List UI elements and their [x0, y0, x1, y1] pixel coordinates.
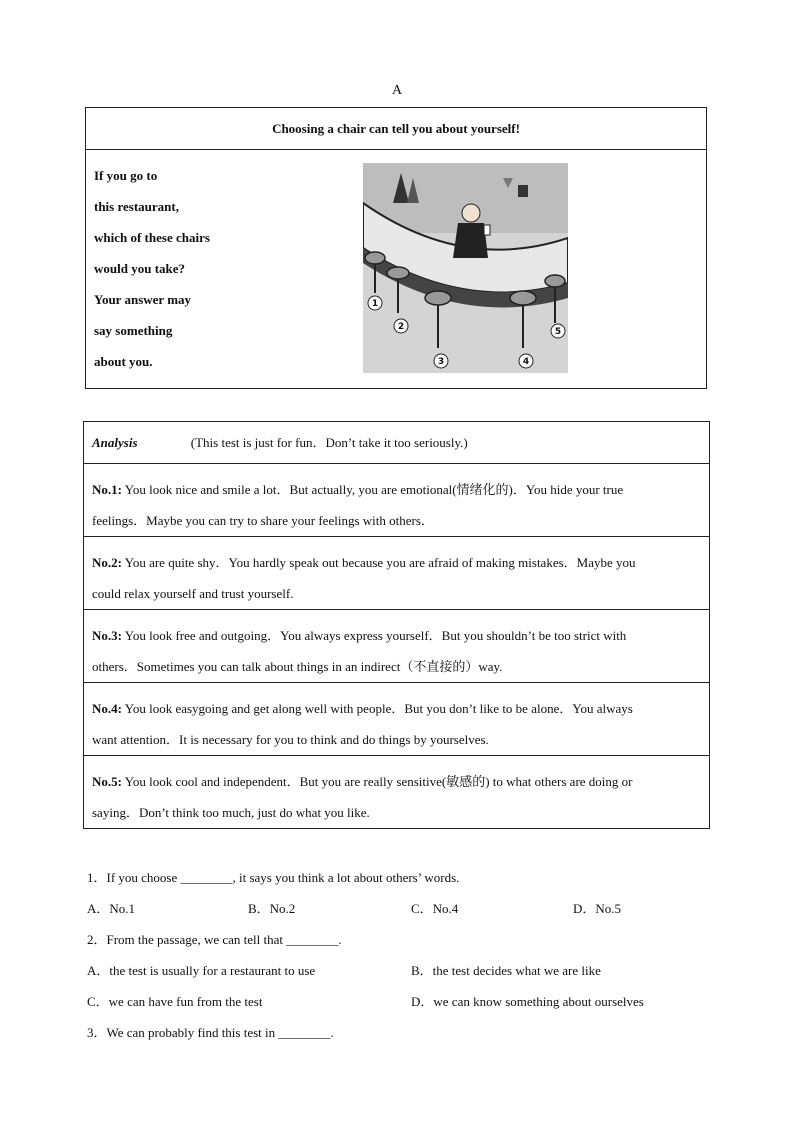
analysis-text: others．Sometimes you can talk about things in an indirect（不直接的）way. [92, 659, 503, 674]
question-2-options-row2 [87, 992, 707, 1023]
option-b[interactable]: B．No.2 [248, 901, 296, 916]
questions [87, 868, 707, 1054]
analysis-text: want attention．It is necessary for you to think and do things by yourselves. [92, 732, 489, 747]
analysis-text: You look nice and smile a lot．But actually, you are emotional(情绪化的)．You hide your true [124, 482, 624, 497]
analysis-row [84, 464, 709, 537]
restaurant-illustration [363, 163, 568, 373]
analysis-number: No.1: [92, 482, 122, 497]
option-c[interactable]: C．we can have fun from the test [87, 994, 263, 1009]
analysis-text: could relax yourself and trust yourself. [92, 586, 294, 601]
chair-number: 4 [522, 357, 530, 367]
analysis-number: No.5: [92, 774, 122, 789]
question-2: 2．From the passage, we can tell that ________. [87, 932, 342, 947]
analysis-row [84, 756, 709, 828]
analysis-row [84, 610, 709, 683]
analysis-text: feelings．Maybe you can try to share your feelings with others． [92, 513, 434, 528]
analysis-number: No.4: [92, 701, 122, 716]
option-c[interactable]: C．No.4 [411, 901, 459, 916]
section-letter: A [391, 83, 403, 98]
chair-number: 1 [371, 299, 379, 309]
intro-line: Your answer may [94, 292, 192, 307]
intro-line: would you take? [94, 261, 186, 276]
option-d[interactable]: D．No.5 [573, 901, 622, 916]
analysis-text: You look cool and independent．But you are really sensitive(敏感的) to what others are doing or [124, 774, 633, 789]
intro-line: about you. [94, 354, 153, 369]
option-b[interactable]: B．the test decides what we are like [411, 963, 601, 978]
analysis-text: saying．Don’t think too much, just do what you like. [92, 805, 370, 820]
chair-number: 3 [437, 357, 445, 367]
question-2-options-row1 [87, 961, 707, 992]
intro-line: say something [94, 323, 173, 338]
chair-number: 5 [554, 327, 562, 337]
analysis-label: Analysis [92, 435, 138, 450]
analysis-row [84, 537, 709, 610]
analysis-row [84, 683, 709, 756]
analysis-number: No.2: [92, 555, 122, 570]
intro-line: If you go to [94, 168, 158, 183]
question-1: 1．If you choose ________, it says you think a lot about others’ words. [87, 870, 460, 885]
intro-line: which of these chairs [94, 230, 210, 245]
analysis-number: No.3: [92, 628, 122, 643]
option-d[interactable]: D．we can know something about ourselves [411, 994, 644, 1009]
analysis-text: You look easygoing and get along well with people．But you don’t like to be alone．You always [124, 701, 633, 716]
analysis-note: (This test is just for fun．Don’t take it too seriously.) [190, 435, 468, 450]
chair-number: 2 [397, 322, 405, 332]
option-a[interactable]: A．the test is usually for a restaurant to use [87, 963, 316, 978]
analysis-table [83, 421, 710, 829]
question-3: 3．We can probably find this test in ________. [87, 1025, 334, 1040]
intro-box [85, 107, 707, 389]
analysis-text: You are quite shy．You hardly speak out because you are afraid of making mistakes．Maybe you [124, 555, 636, 570]
analysis-text: You look free and outgoing．You always express yourself．But you shouldn’t be too strict with [124, 628, 627, 643]
analysis-header [84, 422, 709, 464]
question-1-options [87, 899, 707, 930]
box-title: Choosing a chair can tell you about yourself! [86, 108, 706, 150]
option-a[interactable]: A．No.1 [87, 901, 136, 916]
intro-text [94, 166, 210, 383]
intro-line: this restaurant, [94, 199, 179, 214]
